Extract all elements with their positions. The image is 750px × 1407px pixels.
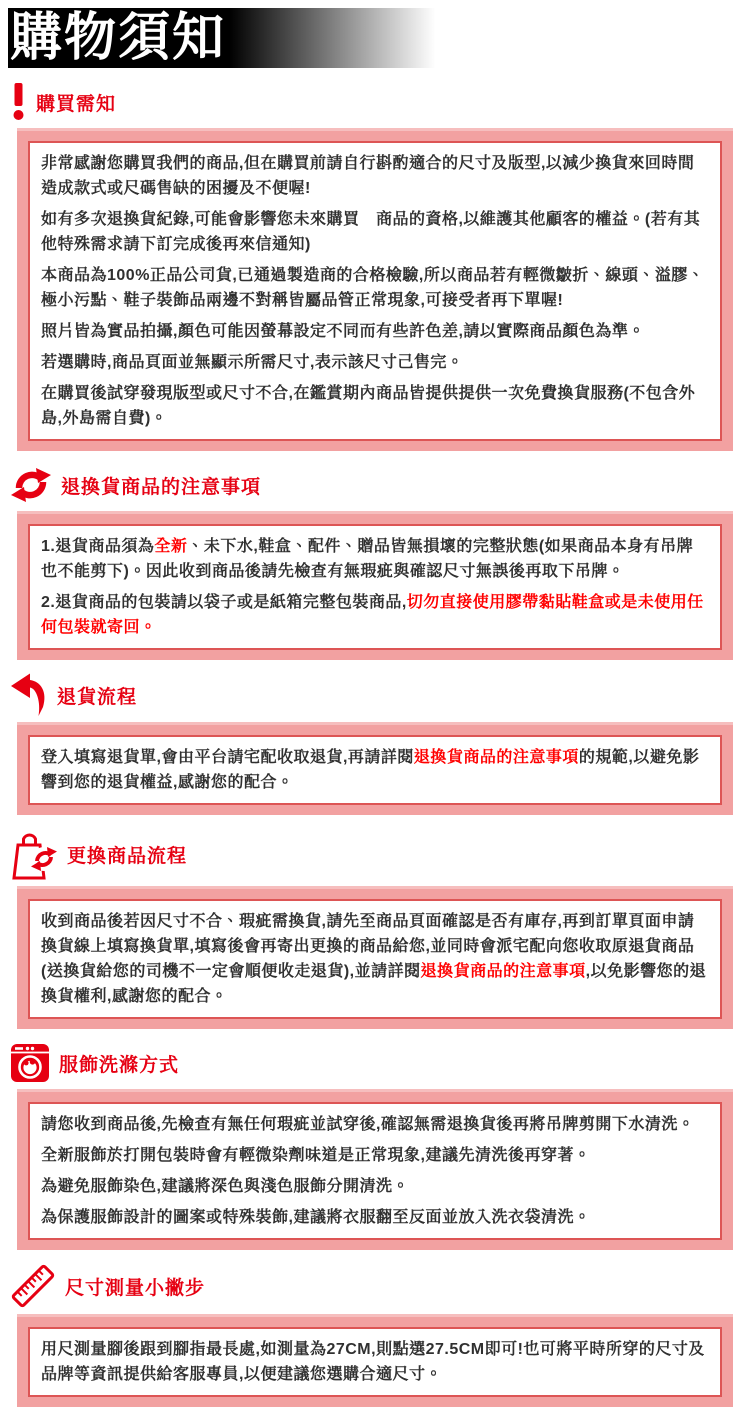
- content-box: [17, 128, 733, 451]
- content-text: [28, 141, 722, 441]
- text-segment: 如有多次退換貨紀錄,可能會影響您未來購買 商品的資格,以維護其他顧客的權益。(若有其他特殊需求請下訂完成後再來信通知): [41, 211, 701, 253]
- content-box: [17, 511, 733, 660]
- section-header: [0, 81, 750, 123]
- text-segment: 2.退貨商品的包裝請以袋子或是紙箱完整包裝商品,: [41, 594, 407, 611]
- paragraph: [41, 350, 709, 375]
- text-segment: 為避免服飾染色,建議將深色與淺色服飾分開清洗。: [41, 1178, 409, 1195]
- section-header: [0, 464, 750, 506]
- ruler-icon: [10, 1263, 56, 1309]
- section-header: [0, 828, 750, 881]
- return-arrow-icon: [10, 673, 48, 717]
- paragraph: [41, 534, 709, 584]
- section-title: 更換商品流程: [67, 846, 188, 867]
- content-box: [17, 1314, 733, 1407]
- section-header: [0, 673, 750, 717]
- content-text: [28, 1102, 722, 1240]
- paragraph: [41, 263, 709, 313]
- section-sizing-tips: [0, 1263, 750, 1407]
- section-title: 服飾洗滌方式: [59, 1054, 180, 1076]
- content-text: [28, 1327, 722, 1397]
- section-title: 退換貨商品的注意事項: [61, 476, 262, 498]
- section-return-exchange-notes: [0, 464, 750, 660]
- content-text: [28, 524, 722, 650]
- exclamation-icon: [10, 83, 27, 121]
- text-segment: 用尺測量腳後跟到腳指最長處,如測量為27CM,則點選27.5CM即可!也可將平時所穿的尺寸及品牌等資訊提供給客服專員,以便建議您選購合適尺寸。: [41, 1341, 705, 1383]
- page-title: 購物須知: [10, 9, 227, 67]
- paragraph: [41, 319, 709, 344]
- section-header: [0, 1042, 750, 1084]
- section-header: [0, 1263, 750, 1309]
- text-segment: 請您收到商品後,先檢查有無任何瑕疵並試穿後,確認無需退換貨後再將吊牌剪開下水清洗。: [41, 1116, 695, 1133]
- paragraph: [41, 151, 709, 201]
- content-box: [17, 1089, 733, 1250]
- highlight-text: 全新: [154, 538, 188, 555]
- text-segment: 收到商品後若因尺寸不合、瑕疵需換貨,請先至商品頁面確認是否有庫存,再到訂單頁面申請換貨線上填寫換貨單,填寫後會再寄出更換的商品給您,並同時會派宅配向您收取原退貨商品(送換貨給您的司機不一定會順便收走退貨),並請詳閱: [41, 913, 695, 980]
- paragraph: [41, 207, 709, 257]
- washing-machine-icon: [10, 1043, 50, 1083]
- text-segment: 的規範,以避免影響到您的退貨權益,感謝您的配合。: [41, 749, 700, 791]
- text-segment: 為保護服飾設計的圖案或特殊裝飾,建議將衣服翻至反面並放入洗衣袋清洗。: [41, 1209, 591, 1226]
- text-segment: 本商品為100%正品公司貨,已通過製造商的合格檢驗,所以商品若有輕微皺折、線頭、溢膠、極小污點、鞋子裝飾品兩邊不對稱皆屬品管正常現象,可接受者再下單喔!: [41, 267, 705, 309]
- paragraph: [41, 1205, 709, 1230]
- paragraph: [41, 1337, 709, 1387]
- text-segment: 全新服飾於打開包裝時會有輕微染劑味道是正常現象,建議先清洗後再穿著。: [41, 1147, 591, 1164]
- text-segment: 登入填寫退貨單,會由平台請宅配收取退貨,再請詳閱: [41, 749, 414, 766]
- paragraph: [41, 1143, 709, 1168]
- bag-exchange-icon: [10, 828, 58, 881]
- text-segment: ,以免影響您的退換貨權利,感謝您的配合。: [41, 963, 707, 1005]
- section-purchase-notice: [0, 81, 750, 451]
- paragraph: [41, 1174, 709, 1199]
- highlight-text: 切勿直接使用膠帶黏貼鞋盒或是未使用任何包裝就寄回。: [41, 594, 704, 636]
- section-title: 尺寸測量小撇步: [65, 1277, 206, 1299]
- text-segment: 1.退貨商品須為: [41, 538, 155, 555]
- text-segment: 非常感謝您購買我們的商品,但在購買前請自行斟酌適合的尺寸及版型,以減少換貨來回時間造成款式或尺碼售缺的困擾及不便喔!: [41, 155, 695, 197]
- recycle-icon: [10, 466, 52, 504]
- section-return-process: [0, 673, 750, 815]
- text-segment: 在購買後試穿發現版型或尺寸不合,在鑑賞期內商品皆提供提供一次免費換貨服務(不包含外島,外島需自費)。: [41, 385, 696, 427]
- text-segment: 若選購時,商品頁面並無顯示所需尺寸,表示該尺寸己售完。: [41, 354, 464, 371]
- section-title: 購買需知: [36, 93, 117, 115]
- section-title: 退貨流程: [57, 686, 138, 708]
- section-washing-instructions: [0, 1042, 750, 1250]
- paragraph: [41, 909, 709, 1009]
- content-box: [17, 886, 733, 1029]
- content-text: [28, 899, 722, 1019]
- content-text: [28, 735, 722, 805]
- text-segment: 、未下水,鞋盒、配件、贈品皆無損壞的完整狀態(如果商品本身有吊牌也不能剪下)。因此收到商品後請先檢查有無瑕疵與確認尺寸無誤後再取下吊牌。: [41, 538, 694, 580]
- paragraph: [41, 381, 709, 431]
- highlight-text: 退換貨商品的注意事項: [413, 749, 579, 766]
- text-segment: 照片皆為實品拍攝,顏色可能因螢幕設定不同而有些許色差,請以實際商品顏色為準。: [41, 323, 645, 340]
- page-title-banner: [8, 8, 745, 68]
- paragraph: [41, 1112, 709, 1137]
- content-box: [17, 722, 733, 815]
- paragraph: [41, 745, 709, 795]
- highlight-text: 退換貨商品的注意事項: [420, 963, 586, 980]
- paragraph: [41, 590, 709, 640]
- section-exchange-process: [0, 828, 750, 1029]
